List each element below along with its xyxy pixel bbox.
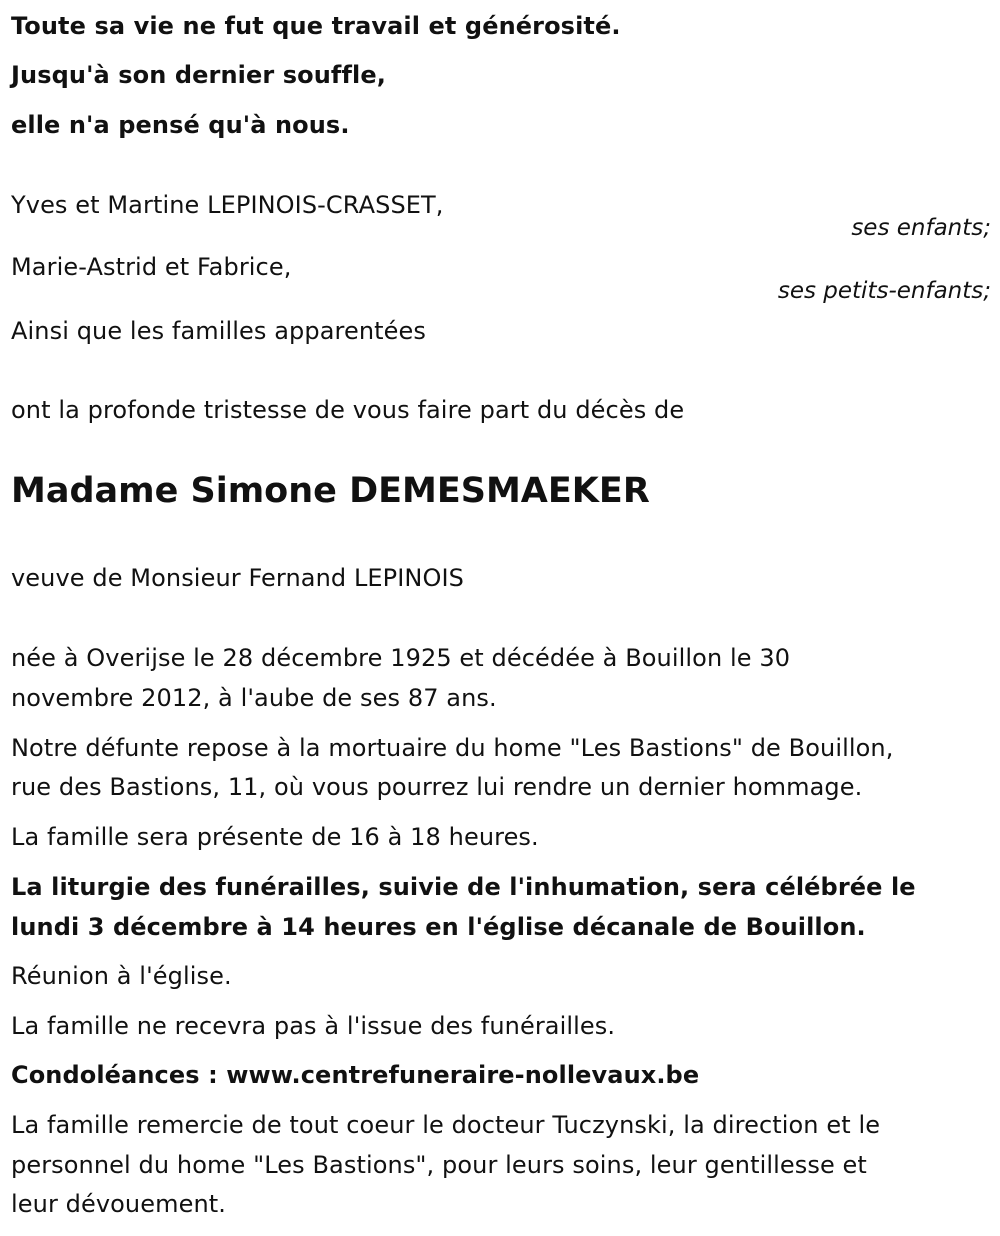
grandchildren-names: Marie-Astrid et Fabrice, xyxy=(11,253,292,281)
no-reception-line: La famille ne recevra pas à l'issue des funérailles. xyxy=(11,1012,616,1040)
children-role: ses enfants; xyxy=(851,215,991,241)
grandchildren-role: ses petits-enfants; xyxy=(777,278,991,304)
thanks-line-1: La famille remercie de tout coeur le docteur Tuczynski, la direction et le xyxy=(11,1111,881,1139)
relatives-line: Ainsi que les familles apparentées xyxy=(11,317,426,345)
thanks-line-3: leur dévouement. xyxy=(11,1190,226,1218)
birth-death-line-1: née à Overijse le 28 décembre 1925 et décédée à Bouillon le 30 xyxy=(11,644,791,672)
birth-death-line-2: novembre 2012, à l'aube de ses 87 ans. xyxy=(11,684,497,712)
meeting-line: Réunion à l'église. xyxy=(11,962,232,990)
condolences-line: Condoléances : www.centrefuneraire-nollevaux.be xyxy=(11,1061,700,1089)
deceased-name: Madame Simone DEMESMAEKER xyxy=(11,471,650,511)
rests-line-1: Notre défunte repose à la mortuaire du home "Les Bastions" de Bouillon, xyxy=(11,734,894,762)
rests-line-2: rue des Bastions, 11, où vous pourrez lui rendre un dernier hommage. xyxy=(11,773,863,801)
epitaph-line-1: Toute sa vie ne fut que travail et générosité. xyxy=(11,12,621,40)
presence-line: La famille sera présente de 16 à 18 heures. xyxy=(11,823,539,851)
thanks-line-2: personnel du home "Les Bastions", pour leurs soins, leur gentillesse et xyxy=(11,1151,867,1179)
epitaph-line-2: Jusqu'à son dernier souffle, xyxy=(11,61,386,89)
liturgy-line-1: La liturgie des funérailles, suivie de l'inhumation, sera célébrée le xyxy=(11,873,916,901)
children-names: Yves et Martine LEPINOIS-CRASSET, xyxy=(11,191,444,219)
epitaph-line-3: elle n'a pensé qu'à nous. xyxy=(11,111,350,139)
widow-of-line: veuve de Monsieur Fernand LEPINOIS xyxy=(11,564,464,592)
announcement-line: ont la profonde tristesse de vous faire part du décès de xyxy=(11,396,685,424)
liturgy-line-2: lundi 3 décembre à 14 heures en l'église décanale de Bouillon. xyxy=(11,913,866,941)
